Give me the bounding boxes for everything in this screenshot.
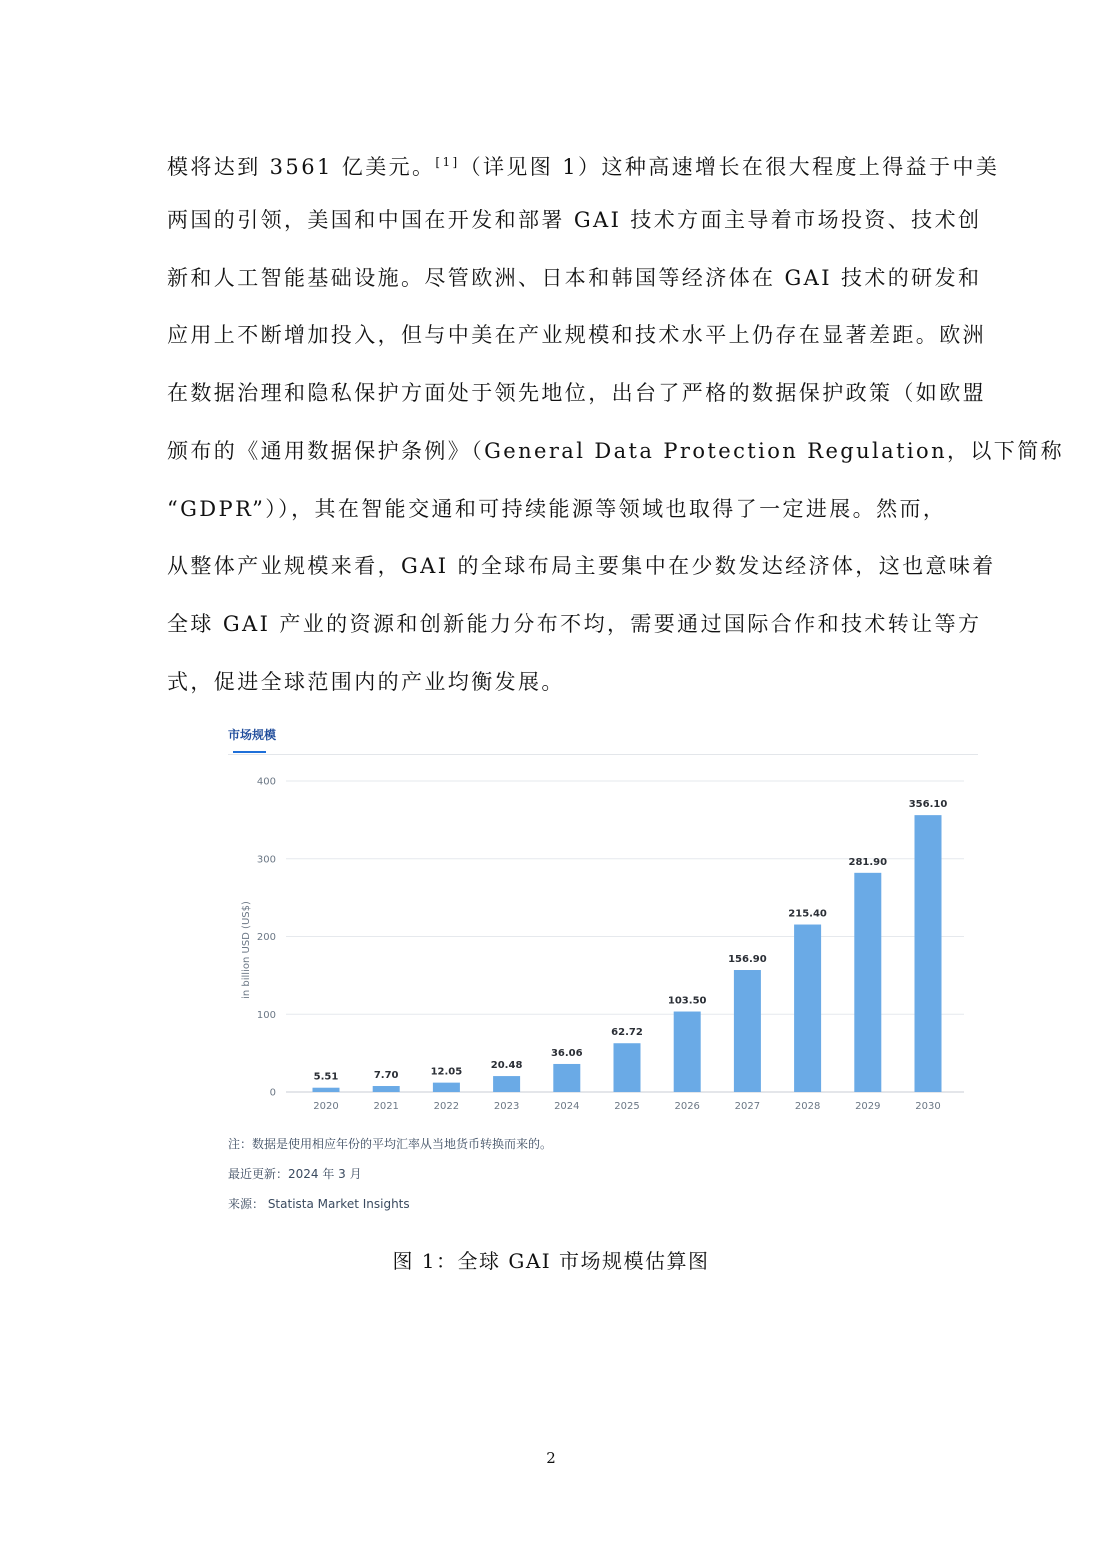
bar-2026 (674, 1012, 701, 1092)
citation-ref[interactable]: [1] (435, 155, 460, 169)
body-line: 两国的引领，美国和中国在开发和部署 GAI 技术方面主导着市场投资、技术创 (167, 208, 982, 232)
x-tick-label: 2027 (734, 1101, 761, 1112)
body-line: 式，促进全球范围内的产业均衡发展。 (167, 670, 565, 694)
figure-updated: 最近更新：2024 年 3 月 (228, 1167, 362, 1181)
data-label-2029: 281.90 (848, 856, 888, 868)
figure-caption: 图 1：全球 GAI 市场规模估算图 (392, 1249, 710, 1273)
body-line: 应用上不断增加投入，但与中美在产业规模和技术水平上仍存在显著差距。欧洲 (167, 323, 986, 347)
y-tick-label: 300 (256, 854, 276, 866)
x-tick-label: 2029 (855, 1101, 881, 1112)
bar-2021 (373, 1086, 400, 1092)
x-tick-label: 2020 (313, 1101, 339, 1112)
data-label-2025: 62.72 (611, 1027, 643, 1039)
y-tick-label: 400 (256, 776, 276, 788)
data-label-2020: 5.51 (313, 1071, 339, 1083)
data-label-2030: 356.10 (908, 799, 948, 811)
bar-2029 (854, 873, 881, 1092)
x-tick-label: 2021 (373, 1101, 399, 1112)
tab-active-indicator (233, 751, 266, 753)
y-tick-label: 0 (269, 1087, 276, 1099)
body-line: 在数据治理和隐私保护方面处于领先地位，出台了严格的数据保护政策（如欧盟 (167, 381, 986, 405)
y-axis-label: in billion USD (US$) (241, 901, 252, 999)
figure-note: 注：数据是使用相应年份的平均汇率从当地货币转换而来的。 (228, 1137, 553, 1151)
x-tick-label: 2022 (433, 1101, 460, 1112)
figure-source: 来源： Statista Market Insights (228, 1197, 410, 1211)
x-tick-label: 2030 (915, 1101, 941, 1112)
bar-2024 (553, 1064, 580, 1092)
bar-2022 (433, 1083, 460, 1092)
bar-2028 (794, 925, 821, 1092)
body-line: 新和人工智能基础设施。尽管欧洲、日本和韩国等经济体在 GAI 技术的研发和 (167, 266, 982, 290)
body-line: 模将达到 3561 亿美元。[1]（详见图 1）这种高速增长在很大程度上得益于中美 (167, 155, 1000, 179)
body-line: 从整体产业规模来看，GAI 的全球布局主要集中在少数发达经济体，这也意味着 (167, 554, 996, 578)
page-number: 2 (546, 1449, 556, 1467)
y-tick-label: 200 (256, 932, 276, 943)
market-size-bar-chart (228, 762, 980, 1122)
x-tick-label: 2024 (554, 1101, 580, 1112)
bar-2023 (493, 1076, 520, 1092)
chart-tab-market-size[interactable]: 市场规模 (228, 728, 277, 742)
y-tick-label: 100 (256, 1009, 276, 1021)
data-label-2026: 103.50 (667, 995, 707, 1007)
bar-2020 (313, 1088, 340, 1092)
x-tick-label: 2025 (614, 1101, 640, 1112)
tab-divider (228, 754, 978, 755)
data-label-2023: 20.48 (490, 1060, 523, 1072)
data-label-2027: 156.90 (728, 954, 767, 966)
x-tick-label: 2028 (794, 1101, 821, 1112)
bar-2025 (614, 1043, 641, 1092)
x-tick-label: 2026 (674, 1101, 700, 1112)
body-line: 全球 GAI 产业的资源和创新能力分布不均，需要通过国际合作和技术转让等方 (167, 612, 982, 636)
data-label-2022: 12.05 (430, 1066, 463, 1078)
data-label-2024: 36.06 (550, 1047, 583, 1059)
data-label-2021: 7.70 (373, 1070, 399, 1082)
bar-2027 (734, 970, 761, 1092)
data-label-2028: 215.40 (788, 908, 827, 920)
bar-2030 (915, 815, 942, 1092)
body-line: “GDPR”）），其在智能交通和可持续能源等领域也取得了一定进展。然而， (167, 497, 947, 521)
x-tick-label: 2023 (493, 1101, 520, 1112)
body-line: 颁布的《通用数据保护条例》（General Data Protection Regulation，以下简称 (167, 439, 1064, 463)
